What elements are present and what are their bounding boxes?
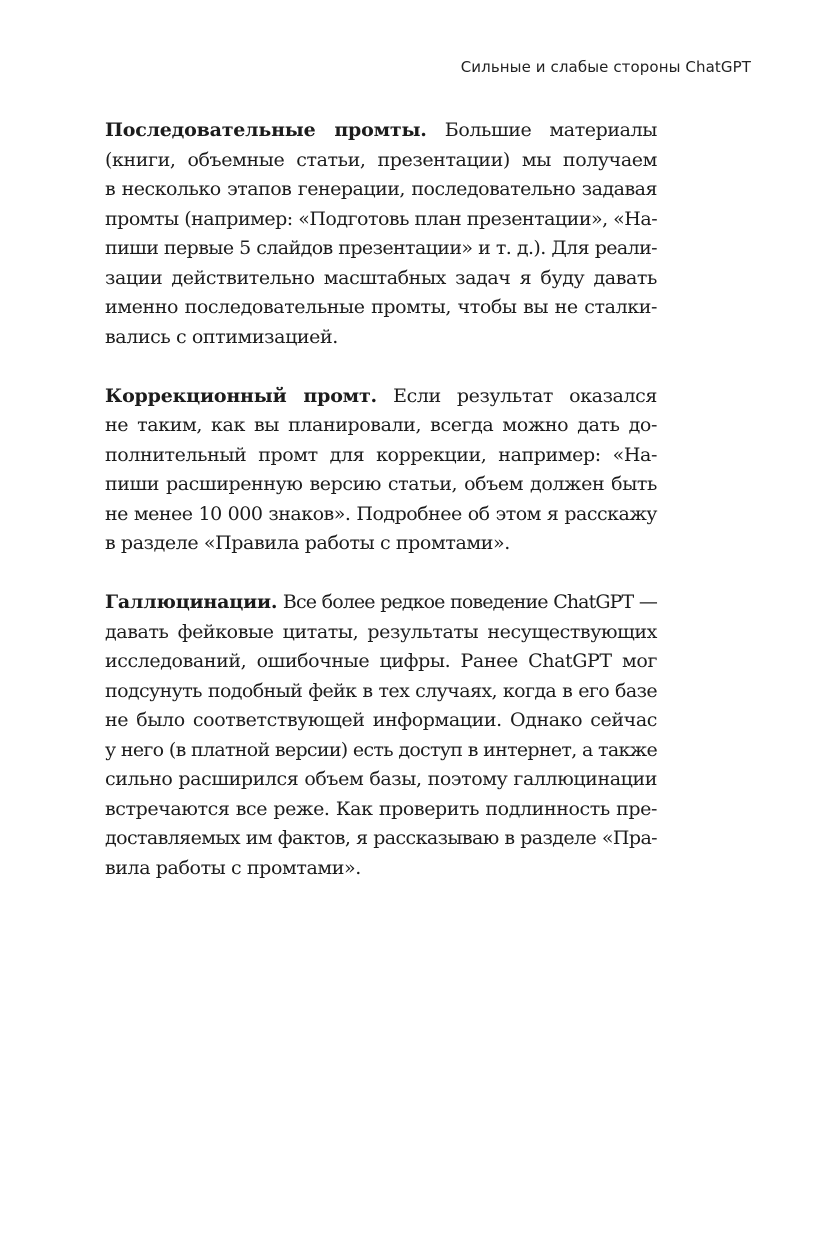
paragraph-line: сильно расширился объем базы, поэтому галлюцинации xyxy=(105,768,657,790)
paragraph-line: зации действительно масштабных задач я буду давать xyxy=(105,266,657,289)
paragraph-line: в несколько этапов генерации, последовательно задавая xyxy=(105,178,657,200)
paragraph-line: (книги, объемные статьи, презентации) мы получаем xyxy=(105,148,657,171)
paragraph-line: давать фейковые цитаты, результаты несуществующих xyxy=(105,620,657,643)
paragraph-line: полнительный промт для коррекции, например: «На- xyxy=(105,443,657,466)
page-body xyxy=(105,116,657,883)
paragraph-text: Если результат оказался xyxy=(376,384,657,407)
paragraph-line: вались с оптимизацией. xyxy=(105,325,338,348)
term-heading: Галлюцинации. xyxy=(105,591,278,613)
paragraph-hallucinations xyxy=(105,588,657,883)
paragraph-text: Все более редкое поведение ChatGPT — xyxy=(277,591,657,613)
paragraph-sequential-prompts xyxy=(105,116,657,352)
paragraph-line: пиши первые 5 слайдов презентации» и т. д.). Для реали- xyxy=(105,237,657,259)
paragraph-correction-prompt xyxy=(105,382,657,559)
paragraph-line: вила работы с промтами». xyxy=(105,856,361,879)
paragraph-line: не было соответствующей информации. Однако сейчас xyxy=(105,709,657,731)
paragraph-line: промты (например: «Подготовь план презентации», «На- xyxy=(105,207,658,230)
paragraph-line: не менее 10 000 знаков». Подробнее об этом я расскажу xyxy=(105,502,657,525)
paragraph-line xyxy=(105,588,657,618)
paragraph-line xyxy=(105,382,657,412)
paragraph-line xyxy=(105,116,657,146)
paragraph-text: Большие материалы xyxy=(426,119,657,141)
term-heading: Коррекционный промт. xyxy=(105,384,377,407)
paragraph-gap xyxy=(105,352,657,382)
paragraph-line: у него (в платной версии) есть доступ в интернет, а также xyxy=(105,738,657,761)
paragraph-line: именно последовательные промты, чтобы вы не сталки- xyxy=(105,296,657,318)
paragraph-line: в разделе «Правила работы с промтами». xyxy=(105,532,510,554)
paragraph-line: исследований, ошибочные цифры. Ранее ChatGPT мог xyxy=(105,650,657,672)
paragraph-line: не таким, как вы планировали, всегда можно дать до- xyxy=(105,414,657,436)
paragraph-line: доставляемых им фактов, я рассказываю в разделе «Пра- xyxy=(105,827,657,849)
paragraph-line: встречаются все реже. Как проверить подлинность пре- xyxy=(105,797,657,820)
paragraph-gap xyxy=(105,559,657,589)
term-heading: Последовательные промты. xyxy=(105,119,427,141)
running-header: Сильные и слабые стороны ChatGPT xyxy=(460,58,751,76)
paragraph-line: подсунуть подобный фейк в тех случаях, когда в его базе xyxy=(105,679,657,702)
paragraph-line: пиши расширенную версию статьи, объем должен быть xyxy=(105,473,657,495)
